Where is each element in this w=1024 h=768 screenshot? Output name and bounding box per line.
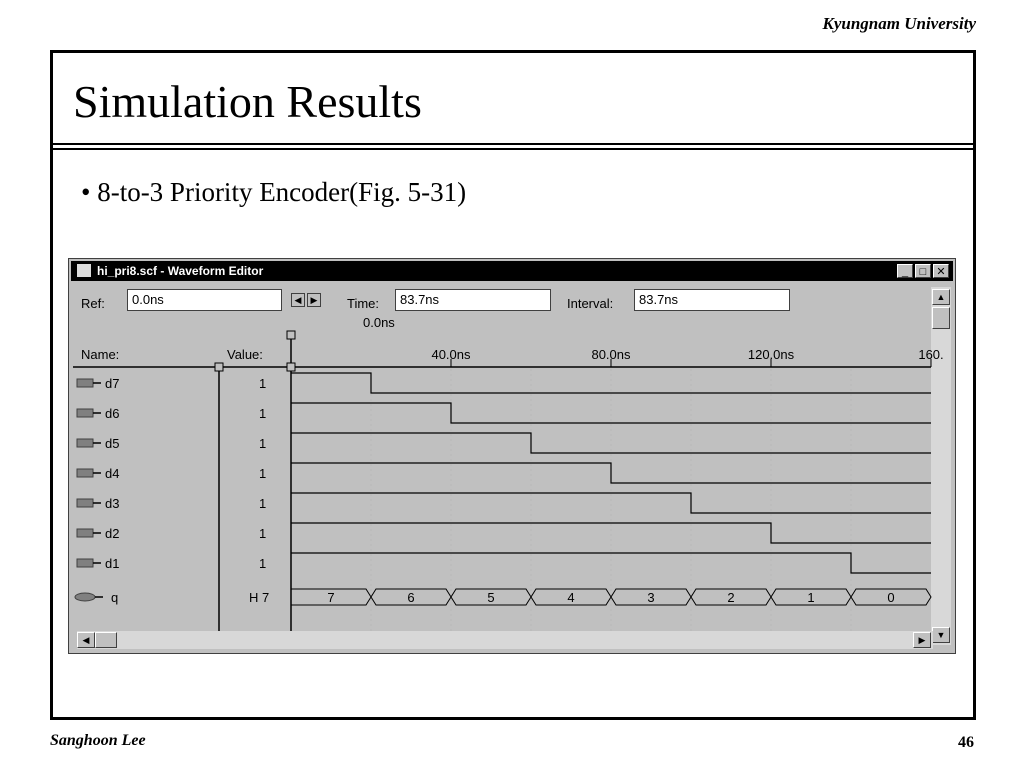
waveform-area <box>71 259 944 631</box>
signal-name[interactable]: d7 <box>105 376 120 391</box>
page-number: 46 <box>958 734 974 751</box>
arrow-right-icon[interactable]: ▶ <box>307 293 321 307</box>
interval-label: Interval: <box>567 296 614 311</box>
bus-segment-label: 7 <box>327 590 335 605</box>
title-divider <box>53 143 973 145</box>
bus-name[interactable]: q <box>111 590 119 605</box>
scroll-up-icon[interactable]: ▲ <box>932 289 950 305</box>
cursor-handle[interactable] <box>287 331 295 339</box>
horizontal-scroll-thumb[interactable] <box>95 632 117 648</box>
signal-row <box>77 403 931 423</box>
scroll-thumb[interactable] <box>932 307 950 329</box>
input-pin-icon <box>77 439 101 447</box>
time-tick-label: 120.0ns <box>747 347 795 362</box>
time-tick-label: 40.0ns <box>431 347 471 362</box>
signal-row <box>77 523 931 543</box>
bus-segment-label: 2 <box>727 590 735 605</box>
interval-field[interactable]: 83.7ns <box>634 289 790 311</box>
column-handle[interactable] <box>215 363 223 371</box>
value-column-header: Value: <box>227 347 263 362</box>
input-pin-icon <box>77 499 101 507</box>
input-pin-icon <box>77 469 101 477</box>
title-divider-2 <box>53 148 973 150</box>
maximize-icon[interactable]: □ <box>915 264 931 278</box>
close-icon[interactable]: ✕ <box>933 264 949 278</box>
signal-row <box>77 373 931 393</box>
bus-segment-label: 1 <box>807 590 815 605</box>
origin-handle[interactable] <box>287 363 295 371</box>
bus-segment-label: 5 <box>487 590 495 605</box>
bullet-text: • 8-to-3 Priority Encoder(Fig. 5-31) <box>81 177 467 207</box>
bus-segment-label: 0 <box>887 590 895 605</box>
input-pin-icon <box>77 409 101 417</box>
input-pin-icon <box>77 559 101 567</box>
signal-value: 1 <box>259 496 267 511</box>
signal-row <box>77 463 931 483</box>
author-label: Sanghoon Lee <box>50 732 146 749</box>
slide-title: Simulation Results <box>73 76 422 127</box>
signal-row <box>77 553 931 573</box>
horizontal-scrollbar[interactable] <box>77 631 933 649</box>
vertical-scrollbar[interactable] <box>931 287 951 645</box>
bus-segment-label: 4 <box>567 590 575 605</box>
ref-field[interactable]: 0.0ns <box>127 289 282 311</box>
minimize-icon[interactable]: _ <box>897 264 913 278</box>
signal-value: 1 <box>259 436 267 451</box>
signal-name[interactable]: d2 <box>105 526 120 541</box>
university-label: Kyungnam University <box>822 14 976 33</box>
bus-segment-label: 3 <box>647 590 655 605</box>
signal-name[interactable]: d3 <box>105 496 120 511</box>
signal-value: 1 <box>259 556 267 571</box>
signal-value: 1 <box>259 406 267 421</box>
time-tick-label: 160. <box>918 347 944 362</box>
ref-label: Ref: <box>81 296 105 311</box>
bus-value: H 7 <box>249 590 270 605</box>
scroll-left-icon[interactable]: ◀ <box>77 632 95 648</box>
name-column-header: Name: <box>81 347 120 362</box>
signal-value: 1 <box>259 466 267 481</box>
signal-name[interactable]: d1 <box>105 556 120 571</box>
time-tick-label: 80.0ns <box>591 347 631 362</box>
signal-waveform <box>291 463 931 483</box>
input-pin-icon <box>77 529 101 537</box>
output-bus-icon <box>75 593 103 601</box>
bus-segment-label: 6 <box>407 590 415 605</box>
bus-row <box>75 589 931 605</box>
signal-row <box>77 433 931 453</box>
input-pin-icon <box>77 379 101 387</box>
waveform-editor-window <box>68 258 956 654</box>
signal-name[interactable]: d4 <box>105 466 120 481</box>
signal-value: 1 <box>259 376 267 391</box>
signal-row <box>77 493 931 513</box>
window-title: hi_pri8.scf - Waveform Editor <box>97 264 264 278</box>
scroll-right-icon[interactable]: ▶ <box>913 632 931 648</box>
signal-name[interactable]: d5 <box>105 436 120 451</box>
arrow-left-icon[interactable]: ◀ <box>291 293 305 307</box>
cursor-time-label: 0.0ns <box>363 315 395 330</box>
signal-value: 1 <box>259 526 267 541</box>
time-field[interactable]: 83.7ns <box>395 289 551 311</box>
scroll-down-icon[interactable]: ▼ <box>932 627 950 643</box>
time-label: Time: <box>347 296 380 311</box>
signal-name[interactable]: d6 <box>105 406 120 421</box>
